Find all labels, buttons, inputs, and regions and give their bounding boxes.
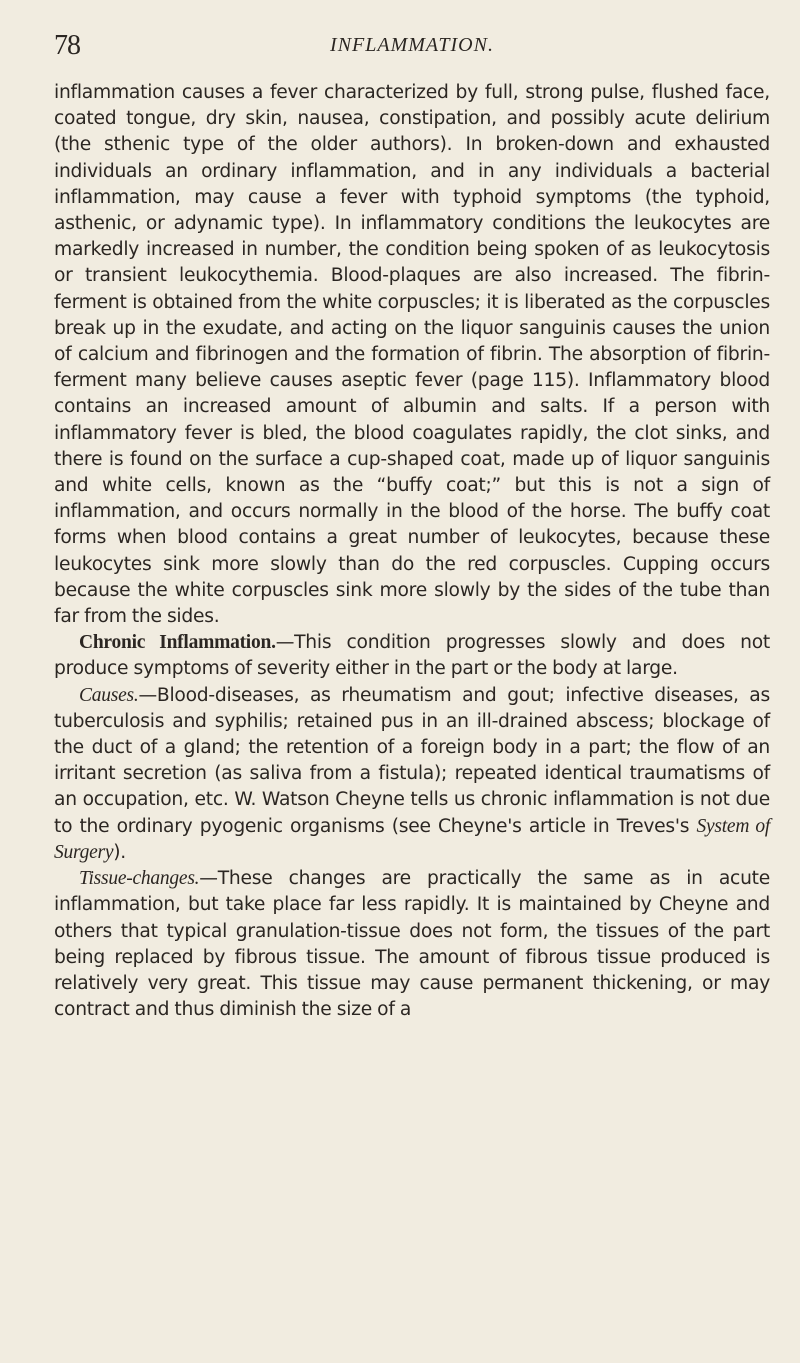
- paragraph-text: —These changes are practically the same as in acute inflammation, but take place far less rapidly. It is maintained by Cheyne and others that typical granulation-tissue does not form, the tissues of the part being replaced by fibrous tissue. The amount of fibrous tissue produced is relatively very great. This tissue may cause permanent thickening, or may contract and thus diminish the size of a: [54, 868, 770, 1021]
- paragraph-fever: inflammation causes a fever characterized by full, strong pulse, flushed face, coated tongue, dry skin, nausea, constipation, and possibly acute delirium (the sthenic type of the older authors). In broken-down and exhausted individuals an ordinary inflammation, and in any individuals a bacterial inflammation, may cause a fever with typhoid symptoms (the typhoid, asthenic, or adynamic type). In inflammatory conditions the leukocytes are markedly increased in number, the condition being spoken of as leukocytosis or transient leukocythemia. Blood-plaques are also increased. The fibrin-ferment is obtained from the white corpuscles; it is liberated as the corpuscles break up in the exudate, and acting on the liquor sanguinis causes the union of calcium and fibrinogen and the formation of fibrin. The absorption of fibrin-ferment many believe causes aseptic fever (page 115). Inflammatory blood contains an increased amount of albumin and salts. If a person with inflammatory fever is bled, the blood coagulates rapidly, the clot sinks, and there is found on the surface a cup-shaped coat, made up of liquor sanguinis and white cells, known as the “buffy coat;” but this is not a sign of inflammation, and occurs normally in the blood of the horse. The buffy coat forms when blood contains a great number of leukocytes, because these leukocytes sink more slowly than do the red corpuscles. Cupping occurs because the white corpuscles sink more slowly by the sides of the tube than far from the sides.: [54, 82, 770, 628]
- paragraph-text: ).: [113, 841, 126, 863]
- page-header: [54, 30, 770, 66]
- subheading-causes: Causes.: [79, 684, 139, 706]
- body-text: [54, 80, 770, 1023]
- book-reference: System of Surgery: [54, 815, 770, 863]
- running-head: INFLAMMATION.: [330, 34, 494, 56]
- page-number: 78: [54, 30, 80, 61]
- paragraph-text: —This condition progresses slowly and does not produce symptoms of severity either in the part or the body at large.: [54, 632, 770, 680]
- section-heading-chronic-inflammation: Chronic Inflammation.: [79, 632, 276, 654]
- paragraph-causes: [54, 683, 770, 866]
- paragraph-chronic-inflammation: [54, 630, 770, 682]
- paragraph-text: —Blood-diseases, as rheumatism and gout; infective diseases, as tuberculosis and syphilis; retained pus in an ill-drained abscess; blockage of the duct of a gland; the retention of a foreign body in a part; the flow of an irritant secretion (as saliva from a fistula); repeated identical traumatisms of an occupation, etc. W. Watson Cheyne tells us chronic inflammation is not due to the ordinary pyogenic organisms (see Cheyne's article in Treves's: [54, 684, 770, 837]
- paragraph-tissue-changes: [54, 866, 770, 1023]
- book-page: [54, 30, 770, 1023]
- subheading-tissue-changes: Tissue-changes.: [79, 868, 200, 890]
